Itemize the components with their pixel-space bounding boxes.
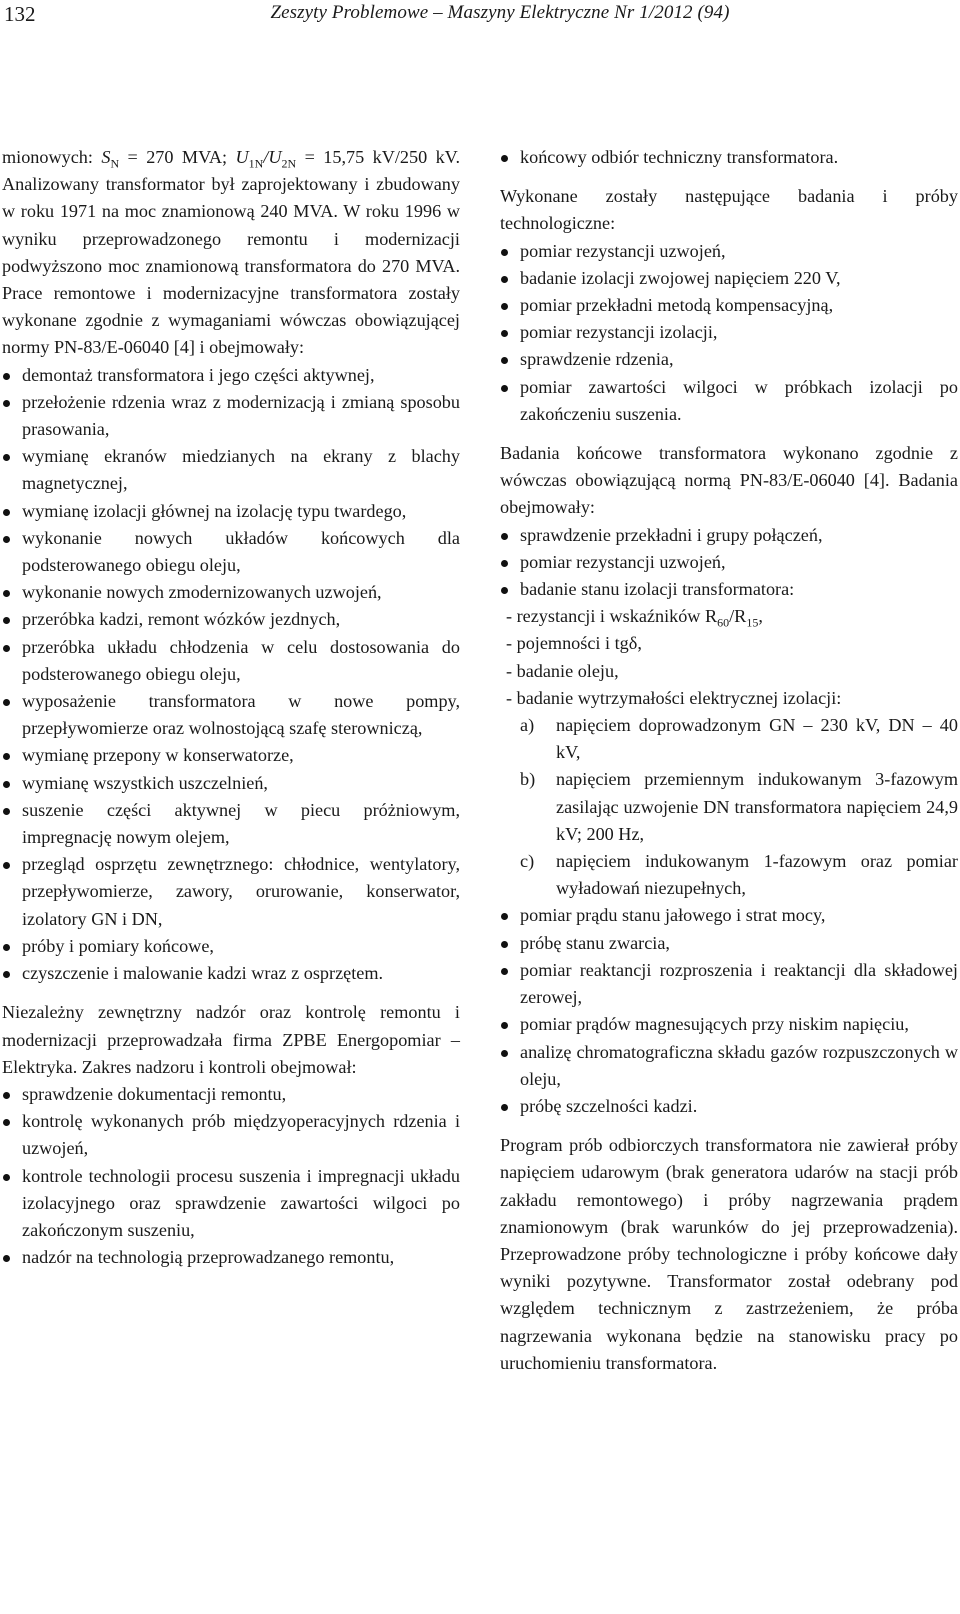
list-item (2, 389, 460, 443)
list-item-text: pomiar reaktancji rozproszenia i reaktancji dla składowej zerowej, (520, 959, 958, 1008)
list-item (500, 346, 958, 373)
list-item-text: kontrolę wykonanych prób międzyoperacyjnych rdzenia i uzwojeń, (22, 1111, 460, 1159)
rated-power-value: = 270 MVA; (119, 147, 236, 167)
list-item-text: napięciem przemiennym indukowanym 3-fazowym zasilając uzwojenie DN transformatora napięciem 24,9 kV; 200 Hz, (556, 769, 958, 844)
list-item (500, 930, 958, 957)
bullet-icon (3, 645, 10, 652)
right-column (500, 144, 958, 1377)
list-item-text: kontrole technologii procesu suszenia i impregnacji układu izolacyjnego oraz sprawdzenie zawartości wilgoci po zakończonym suszeniu, (22, 1165, 460, 1240)
list-item (500, 957, 958, 1011)
list-item (520, 712, 958, 766)
final-tests-intro-paragraph: Badania końcowe transformatora wykonano zgodnie z wówczas obowiązującą normą PN-83/E-06040 [4]. Badania obejmowały: (500, 443, 958, 518)
supervision-paragraph: Niezależny zewnętrzny nadzór oraz kontrolę remontu i modernizacji przeprowadzała firma ZPBE Energopomiar – Elektryka. Zakres nadzoru i kontroli obejmował: (2, 1002, 460, 1077)
list-item-text: wymianę izolacji głównej na izolację typu twardego, (22, 500, 407, 521)
rated-power-subscript: N (110, 156, 120, 171)
bullet-icon (501, 968, 508, 975)
bullet-icon (3, 400, 10, 407)
list-item (520, 848, 958, 902)
r15-subscript: 15 (746, 615, 759, 630)
bullet-icon (501, 155, 508, 162)
bullet-icon (501, 357, 508, 364)
tests-intro-paragraph: Wykonane zostały następujące badania i próby technologiczne: (500, 186, 958, 234)
journal-title: Zeszyty Problemowe – Maszyny Elektryczne Nr 1/2012 (94) (270, 2, 730, 23)
intro-prefix: mionowych: (2, 147, 102, 167)
insulation-tests-list (500, 603, 958, 712)
list-item-text: napięciem doprowadzonym GN – 230 kV, DN – 40 kV, (556, 715, 958, 763)
primary-voltage-symbol: U (235, 147, 249, 167)
list-item-text: sprawdzenie dokumentacji remontu, (22, 1083, 287, 1104)
bullet-icon (3, 808, 10, 815)
list-item (500, 549, 958, 576)
bullet-icon (3, 944, 10, 951)
bullet-icon (3, 1092, 10, 1099)
list-item-text: - badanie oleju, (506, 660, 619, 681)
list-item (500, 374, 958, 428)
left-column (2, 144, 460, 1271)
bullet-icon (3, 971, 10, 978)
list-item (506, 685, 958, 712)
bullet-icon (3, 509, 10, 516)
list-item-text: czyszczenie i malowanie kadzi wraz z osprzętem. (22, 963, 384, 984)
r60-subscript: 60 (717, 615, 730, 630)
list-item (500, 1093, 958, 1120)
bullet-icon (3, 590, 10, 597)
bullet-icon (501, 941, 508, 948)
list-item (2, 1244, 460, 1271)
bullet-icon (3, 753, 10, 760)
bullet-icon (3, 536, 10, 543)
list-item (2, 742, 460, 769)
secondary-voltage-symbol: U (268, 147, 282, 167)
list-item (2, 498, 460, 525)
bullet-icon (501, 1050, 508, 1057)
bullet-icon (501, 249, 508, 256)
list-item (506, 658, 958, 685)
bullet-icon (3, 781, 10, 788)
list-item (506, 630, 958, 657)
bullet-icon (501, 1022, 508, 1029)
list-item-text: próby i pomiary końcowe, (22, 935, 214, 956)
bullet-icon (3, 1255, 10, 1262)
list-item-text: przeróbka układu chłodzenia w celu dostosowania do podsterowanego obiegu oleju, (22, 636, 460, 684)
list-item-text: analizę chromatograficzna składu gazów rozpuszczonych w oleju, (520, 1041, 958, 1089)
list-item (2, 1108, 460, 1162)
list-item-text: pomiar rezystancji uzwojeń, (520, 551, 726, 572)
list-item (500, 902, 958, 929)
list-item-text: wymianę wszystkich uszczelnień, (22, 772, 268, 793)
repair-works-list (2, 362, 460, 988)
list-item (500, 1039, 958, 1093)
bullet-icon (3, 617, 10, 624)
list-item (2, 634, 460, 688)
list-item-text: nadzór na technologią przeprowadzanego remontu, (22, 1247, 395, 1268)
list-item-text: pomiar rezystancji izolacji, (520, 322, 718, 343)
list-item-text: wymianę ekranów miedzianych na ekrany z blachy magnetycznej, (22, 446, 460, 494)
list-item-text: przełożenie rdzenia wraz z modernizacją i zmianą sposobu prasowania, (22, 391, 460, 440)
list-item-text: pomiar prądu stanu jałowego i strat mocy, (520, 905, 826, 926)
bullet-icon (501, 913, 508, 920)
bullet-icon (501, 560, 508, 567)
list-item-text: napięciem indukowanym 1-fazowym oraz pomiar wyładowań niezupełnych, (556, 851, 958, 899)
list-item (2, 960, 460, 987)
bullet-icon (3, 862, 10, 869)
list-item (2, 851, 460, 933)
bullet-icon (501, 533, 508, 540)
list-item (500, 1011, 958, 1038)
list-item-text: pomiar rezystancji uzwojeń, (520, 240, 726, 261)
bullet-icon (3, 699, 10, 706)
voltage-ratio-slash: / (263, 147, 269, 167)
list-item-text: badanie izolacji zwojowej napięciem 220 V, (520, 267, 841, 288)
list-item-text: - badanie wytrzymałości elektrycznej izolacji: (506, 687, 842, 708)
list-item (2, 1081, 460, 1108)
list-item-text: badanie stanu izolacji transformatora: (520, 579, 795, 600)
list-item-text: sprawdzenie przekładni i grupy połączeń, (520, 524, 823, 545)
list-item (2, 1163, 460, 1245)
strength-tests-list (500, 712, 958, 902)
primary-voltage-subscript: 1N (248, 156, 264, 171)
bullet-icon (501, 276, 508, 283)
list-item (500, 238, 958, 265)
list-item (2, 525, 460, 579)
intro-paragraph (2, 144, 460, 362)
list-item-text: wykonanie nowych układów końcowych dla podsterowanego obiegu oleju, (22, 527, 460, 576)
list-item (500, 144, 958, 171)
list-item-text: próbę stanu zwarcia, (520, 932, 670, 953)
list-item-text: suszenie części aktywnej w piecu próżniowym, impregnację nowym olejem, (22, 799, 460, 848)
bullet-icon (3, 1174, 10, 1181)
list-item-text: , (758, 606, 763, 627)
list-item (520, 766, 958, 848)
final-tests-list-a (500, 522, 958, 604)
final-tests-list-b (500, 902, 958, 1120)
list-item (500, 319, 958, 346)
list-item (2, 933, 460, 960)
list-item (500, 522, 958, 549)
bullet-icon (501, 330, 508, 337)
list-item-text: - pojemności i tgδ, (506, 633, 642, 654)
list-marker: b) (520, 769, 536, 790)
list-item (2, 770, 460, 797)
list-marker: c) (520, 851, 535, 872)
list-item (2, 579, 460, 606)
list-item-text: demontaż transformatora i jego części aktywnej, (22, 364, 375, 385)
bullet-icon (3, 1119, 10, 1126)
list-item-text: wymianę przepony w konserwatorze, (22, 745, 294, 766)
list-item-text: próbę szczelności kadzi. (520, 1095, 698, 1116)
list-item (2, 362, 460, 389)
supervision-list (2, 1081, 460, 1271)
bullet-icon (3, 454, 10, 461)
rated-power-symbol: S (101, 147, 111, 167)
page-number: 132 (4, 2, 36, 26)
list-item-text: - rezystancji i wskaźników R (506, 606, 718, 627)
list-item-text: pomiar zawartości wilgoci w próbkach izolacji po zakończeniu suszenia. (520, 376, 958, 424)
bullet-icon (501, 1104, 508, 1111)
page-header (0, 0, 960, 44)
list-item-text: pomiar prądów magnesujących przy niskim napięciu, (520, 1014, 909, 1035)
list-item (2, 606, 460, 633)
list-item (500, 576, 958, 603)
list-item (500, 265, 958, 292)
list-item (2, 688, 460, 742)
list-item-text: sprawdzenie rdzenia, (520, 349, 674, 370)
bullet-icon (501, 385, 508, 392)
list-item (2, 797, 460, 851)
list-item (2, 443, 460, 497)
list-item-text: końcowy odbiór techniczny transformatora. (520, 147, 839, 167)
bullet-icon (501, 303, 508, 310)
bullet-icon (3, 373, 10, 380)
list-item (500, 292, 958, 319)
list-item-text: wyposażenie transformatora w nowe pompy, przepływomierze oraz wolnostojącą szafę sterowniczą, (22, 691, 460, 739)
list-marker: a) (520, 715, 535, 736)
list-item-text: wykonanie nowych zmodernizowanych uzwojeń, (22, 582, 382, 603)
program-paragraph: Program prób odbiorczych transformatora nie zawierał próby napięciem udarowym (brak generatora udarów na stacji prób zakładu remontowego) i próby nagrzewania prądem znamionowym (brak warunków do jej przeprowadzenia). Przeprowadzone próby technologiczne i próby końcowe dały wyniki pozytywne. Transformator został odebrany pod względem technicznym z zastrzeżeniem, że próba nagrzewania wykonana będzie na stanowisku pracy po uruchomieniu transformatora. (500, 1135, 958, 1373)
acceptance-list (500, 144, 958, 171)
bullet-icon (501, 587, 508, 594)
secondary-voltage-subscript: 2N (281, 156, 297, 171)
list-item (506, 603, 958, 630)
intro-text: = 15,75 kV/250 kV. Analizowany transformator był zaprojektowany i zbudowany w roku 1971 na moc znamionową 240 MVA. W roku 1996 w wyniku przeprowadzonego remontu i modernizacji podwyższono moc znamionową transformatora do 270 MVA. Prace remontowe i modernizacyjne transformatora zostały wykonane zgodnie z wymaganiami wówczas obowiązującej normy PN-83/E-06040 [4] i obejmowały: (2, 147, 461, 358)
list-item-text: /R (729, 606, 747, 627)
list-item-text: przeróbka kadzi, remont wózków jezdnych, (22, 609, 341, 630)
technological-tests-list (500, 238, 958, 428)
list-item-text: pomiar przekładni metodą kompensacyjną, (520, 295, 834, 316)
list-item-text: przegląd osprzętu zewnętrznego: chłodnice, wentylatory, przepływomierze, zawory, orurowanie, konserwator, izolatory GN i DN, (22, 854, 460, 929)
